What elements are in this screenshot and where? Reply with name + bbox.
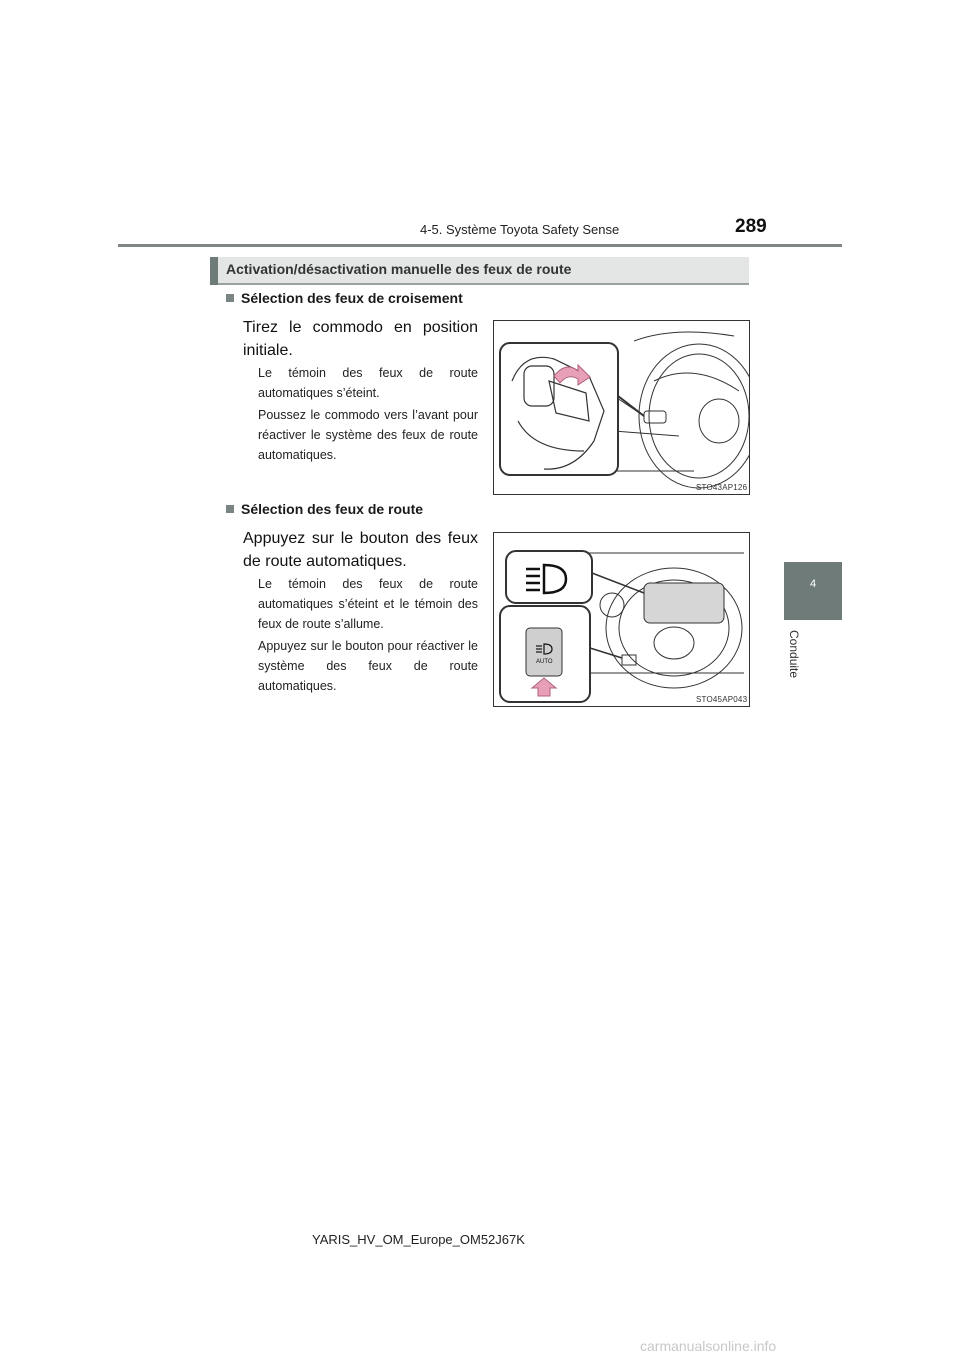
- page-number: 289: [735, 216, 767, 237]
- header-section-title: 4-5. Système Toyota Safety Sense: [420, 222, 620, 237]
- block-1-note-2: Poussez le commodo vers l’avant pour réactiver le système des feux de route automatiques.: [258, 408, 478, 462]
- section-title-marker: [210, 257, 218, 285]
- block-2-heading-text: Sélection des feux de route: [241, 501, 424, 517]
- figure-1-code: STO43AP126: [696, 483, 748, 492]
- footer-document-code: YARIS_HV_OM_Europe_OM52J67K: [312, 1232, 525, 1247]
- block-2-note-1: Le témoin des feux de route automatiques s’éteint et le témoin des feux de route s’allume.: [258, 577, 478, 631]
- block-2-note-2: Appuyez sur le bouton pour réactiver le système des feux de route automatiques.: [258, 639, 478, 693]
- figure-lever-pull: [493, 320, 750, 495]
- figure-auto-button: [493, 532, 750, 707]
- block-1-heading-text: Sélection des feux de croisement: [241, 290, 463, 306]
- header-rule: [118, 244, 842, 247]
- chapter-tab-label: Conduite: [787, 630, 801, 679]
- block-2-instruction: Appuyez sur le bouton des feux de route automatiques.: [243, 530, 478, 570]
- block-1-note-1: Le témoin des feux de route automatiques s’éteint.: [258, 366, 478, 400]
- dashboard-illustration: [494, 533, 749, 706]
- section-title-bar: [210, 257, 749, 285]
- block-2-heading: [226, 501, 423, 517]
- lever-illustration: [494, 321, 749, 494]
- block-1-instruction: Tirez le commodo en position initiale.: [243, 319, 478, 359]
- block-1-heading: [226, 290, 463, 306]
- watermark: carmanualsonline.info: [640, 1338, 777, 1354]
- square-bullet-icon: [226, 505, 234, 513]
- chapter-tab-number: 4: [809, 578, 817, 590]
- figure-2-code: STO45AP043: [696, 695, 748, 704]
- auto-button-label: AUTO: [536, 659, 553, 665]
- chapter-tab: [784, 562, 842, 620]
- section-title: Activation/désactivation manuelle des feux de route: [226, 261, 572, 277]
- square-bullet-icon: [226, 294, 234, 302]
